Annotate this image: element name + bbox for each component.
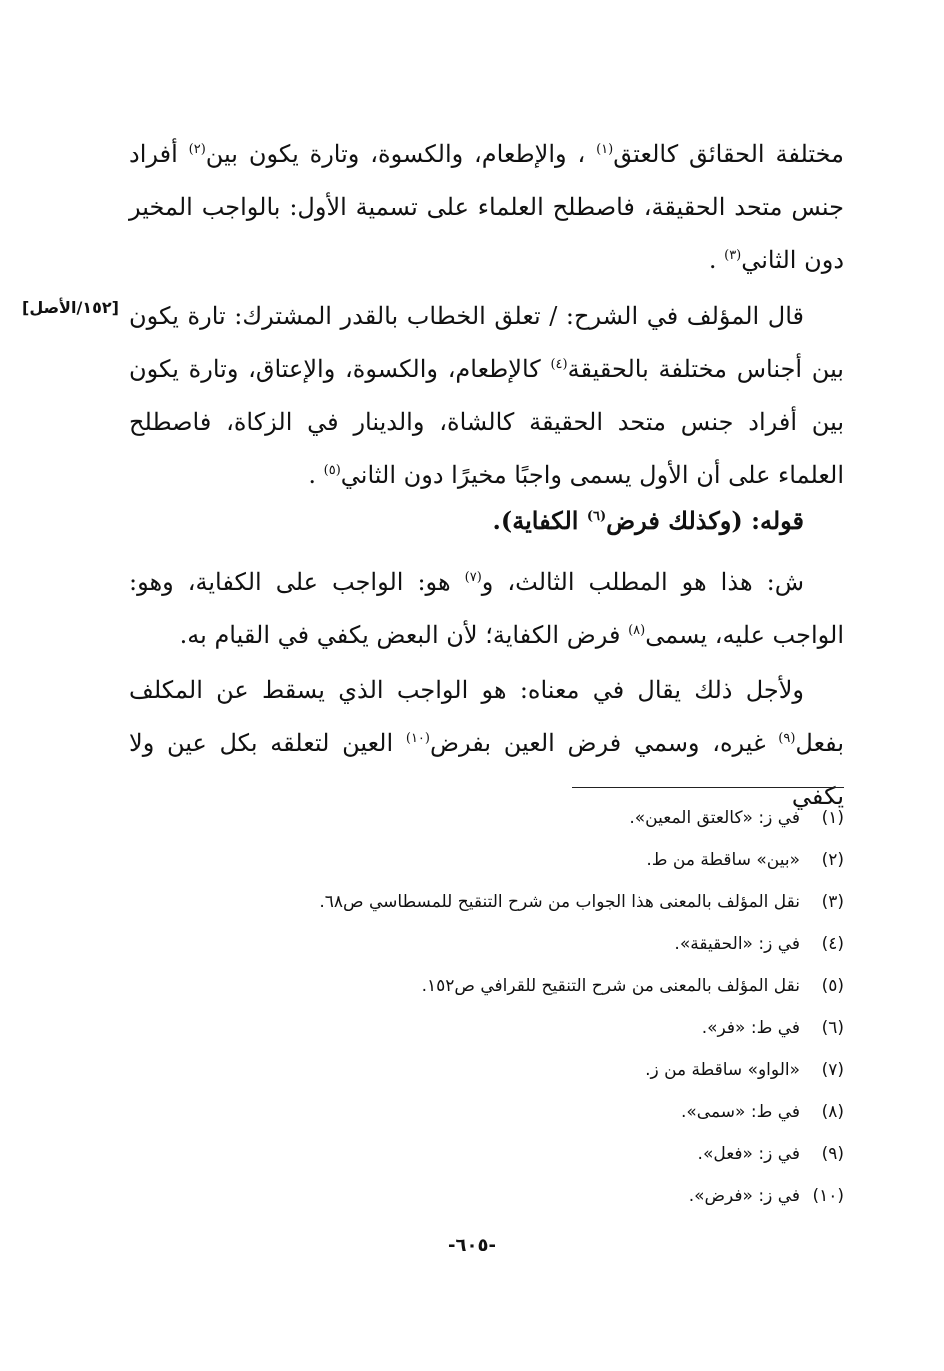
text-run: فرض الكفاية؛ لأن البعض يكفي في القيام به.: [179, 621, 621, 649]
paragraph-2: [129, 290, 844, 502]
footnote-number: (٤): [821, 934, 844, 954]
footnote-text: في ز: «فعل».: [697, 1144, 800, 1164]
footnote-item: [129, 1175, 844, 1217]
footnote-text: في ز: «كالعتق المعين».: [629, 808, 800, 828]
footnote-ref-9[interactable]: (٩): [778, 731, 796, 746]
text-run: ، والإطعام، والكسوة، وتارة يكون بين: [205, 140, 586, 168]
footnote-number: (٣): [821, 892, 844, 912]
text-run: كالإطعام، والكسوة، والإعتاق، وتارة يكون بين أفراد جنس متحد الحقيقة كالشاة، والدينار في الزكاة، فاصطلح العلماء على أن الأول يسمى واجبًا مخيرًا دون الثاني: [129, 355, 844, 489]
footnote-text: نقل المؤلف بالمعنى من شرح التنقيح للقرافي ص١٥٢.: [421, 976, 800, 996]
footnote-ref-6[interactable]: (٦): [586, 509, 607, 524]
footnote-ref-2[interactable]: (٢): [188, 142, 206, 157]
footnote-ref-7[interactable]: (٧): [464, 570, 482, 585]
footnote-number: (٨): [821, 1102, 844, 1122]
footnote-ref-1[interactable]: (١): [596, 142, 614, 157]
footnote-number: (١): [821, 808, 844, 828]
footnote-item: [129, 965, 844, 1007]
footnotes-list: [129, 797, 844, 1217]
text-run: العين لتعلقه بكل عين ولا يكفي: [129, 729, 844, 810]
paragraph-3: [129, 494, 844, 547]
text-run: قال المؤلف في الشرح: / تعلق الخطاب بالقدر المشترك: تارة يكون بين أجناس مختلفة بالحقيقة: [129, 302, 844, 383]
footnote-ref-3[interactable]: (٣): [724, 248, 742, 263]
text-run: ش: هذا هو المطلب الثالث، و: [481, 568, 804, 596]
paragraph-1: [129, 128, 844, 287]
text-run: قوله: (وكذلك فرض: [606, 506, 804, 535]
footnote-item: [129, 1007, 844, 1049]
footnote-text: في ز: «الحقيقة».: [674, 934, 800, 954]
footnote-item: [129, 881, 844, 923]
page-number: -٦٠٥-: [448, 1235, 496, 1256]
footnote-item: [129, 797, 844, 839]
text-run: هو: الواجب على الكفاية، وهو: الواجب عليه، يسمى: [129, 568, 844, 649]
footnote-item: [129, 1091, 844, 1133]
paragraph-4: [129, 556, 844, 662]
footnote-ref-5[interactable]: (٥): [323, 463, 341, 478]
footnote-item: [129, 1049, 844, 1091]
text-run: غيره، وسمي فرض العين بفرض: [429, 729, 766, 757]
text-run: أفراد جنس متحد الحقيقة، فاصطلح العلماء على تسمية الأول: بالواجب المخير دون الثاني: [129, 140, 844, 274]
footnote-item: [129, 839, 844, 881]
footnote-item: [129, 923, 844, 965]
footnote-number: (٢): [821, 850, 844, 870]
footnote-number: (٧): [821, 1060, 844, 1080]
footnote-number: (٥): [821, 976, 844, 996]
footnote-text: في ط: «فر».: [701, 1018, 800, 1038]
manuscript-margin-note: [١٥٢/الأصل]: [22, 298, 119, 317]
footnote-number: (٦): [821, 1018, 844, 1038]
footnote-divider: [572, 787, 844, 788]
footnote-text: نقل المؤلف بالمعنى هذا الجواب من شرح التنقيح للمسطاسي ص٦٨.: [319, 892, 800, 912]
footnote-text: في ط: «سمى».: [681, 1102, 800, 1122]
footnote-number: (٩): [821, 1144, 844, 1164]
footnote-number: (١٠): [812, 1186, 844, 1206]
text-run: ولأجل ذلك يقال في معناه: هو الواجب الذي يسقط عن المكلف بفعل: [129, 676, 844, 757]
text-run: .: [708, 246, 717, 274]
text-run: .: [308, 461, 317, 489]
footnote-text: «الواو» ساقطة من ز.: [645, 1060, 800, 1080]
footnote-ref-8[interactable]: (٨): [628, 623, 646, 638]
footnote-text: في ز: «فرض».: [688, 1186, 800, 1206]
text-run: الكفاية).: [492, 506, 579, 535]
footnote-text: «بين» ساقطة من ط.: [646, 850, 800, 870]
footnote-ref-10[interactable]: (١٠): [405, 731, 430, 746]
footnote-ref-4[interactable]: (٤): [550, 357, 568, 372]
text-run: مختلفة الحقائق كالعتق: [613, 140, 845, 168]
footnote-item: [129, 1133, 844, 1175]
